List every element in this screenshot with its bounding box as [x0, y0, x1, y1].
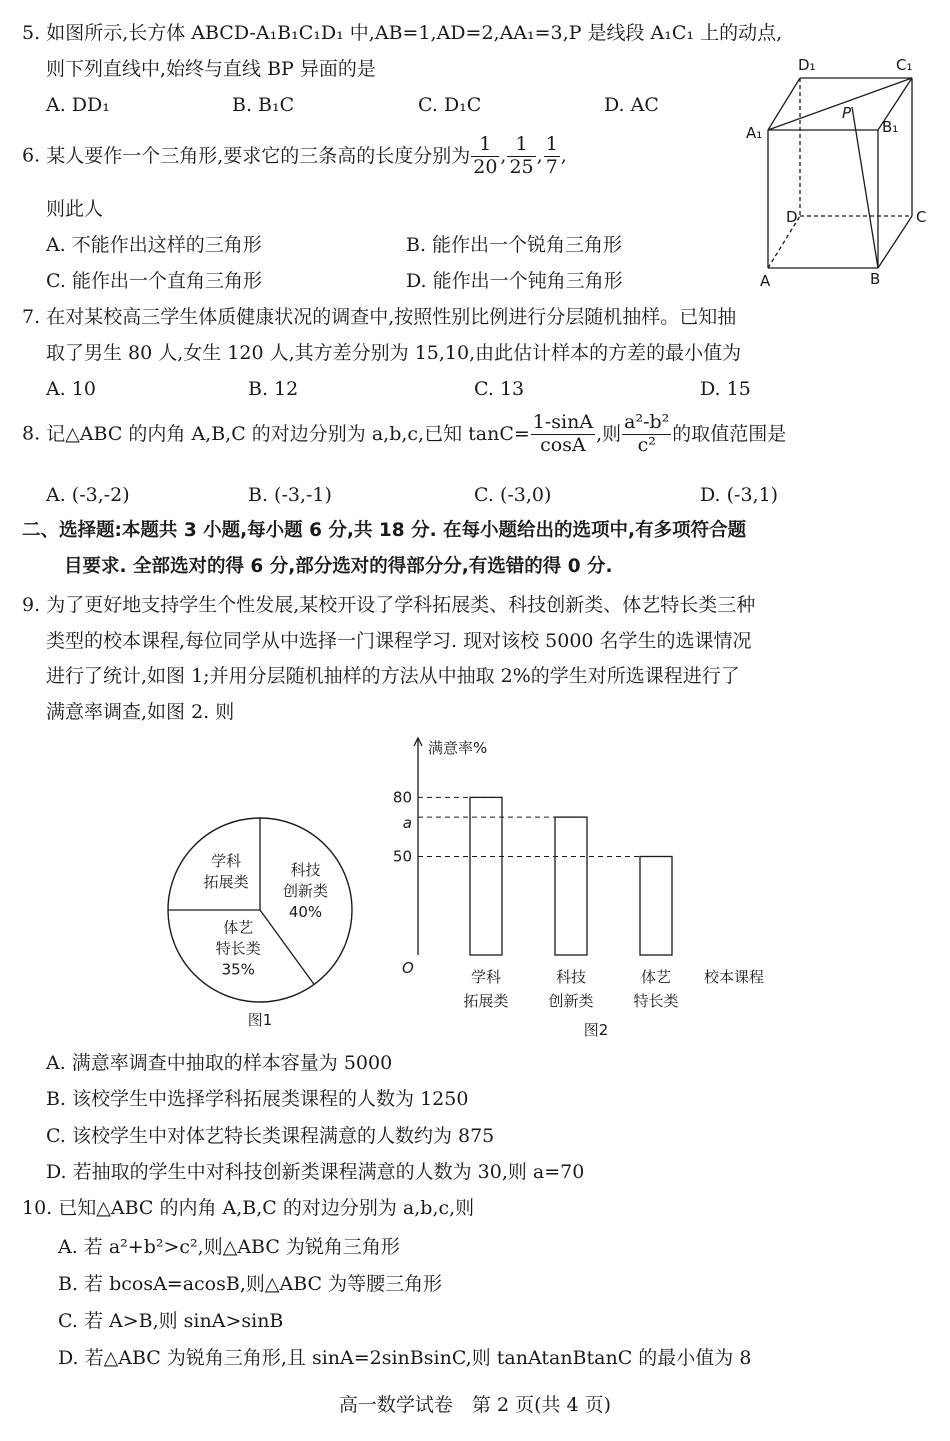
- q7-number: 7.: [22, 306, 41, 328]
- bar-marks: [470, 797, 672, 955]
- pie-slice-label: 特长类: [215, 939, 261, 958]
- label-c1: C₁: [896, 56, 913, 74]
- q7-option-c: C. 13: [474, 378, 525, 400]
- bar-ticks: [393, 788, 672, 865]
- q6-fraction-3: $\frac{1}{7}$: [545, 133, 558, 178]
- bar-category-label: 体艺: [640, 968, 672, 986]
- label-a1: A₁: [746, 124, 763, 142]
- label-d1: D₁: [798, 56, 816, 74]
- q5-option-a: A. DD₁: [46, 94, 110, 116]
- section2-heading-line2: 目要求. 全部选对的得 6 分,部分选对的得部分分,有选错的得 0 分.: [64, 556, 613, 577]
- bar-rect: [555, 817, 587, 955]
- q6-number: 6.: [22, 144, 41, 167]
- label-b: B: [870, 270, 881, 288]
- q6-fraction-2: $\frac{1}{25}$: [509, 133, 534, 178]
- q8-text-b: ,则: [596, 422, 622, 445]
- label-c: C: [916, 208, 927, 226]
- q9-text-2: 类型的校本课程,每位同学从中选择一门课程学习. 现对该校 5000 名学生的选课情况: [46, 630, 752, 652]
- q8-option-d: D. (-3,1): [700, 484, 779, 506]
- q10-text: 已知△ABC 的内角 A,B,C 的对边分别为 a,b,c,则: [58, 1197, 475, 1219]
- q9-option-b: B. 该校学生中选择学科拓展类课程的人数为 1250: [46, 1088, 469, 1110]
- section2-heading-line1: 二、选择题:本题共 3 小题,每小题 6 分,共 18 分. 在每小题给出的选项中,有多项符合题: [22, 520, 747, 541]
- pie-slices: [168, 818, 352, 1002]
- page-footer: 高一数学试卷 第 2 页(共 4 页): [338, 1394, 612, 1416]
- q7-line1: [22, 306, 736, 329]
- cuboid-figure: [740, 50, 940, 290]
- q8-fraction-ratio: $\frac{\text{a²-b²}}{\text{c²}}$: [624, 411, 670, 456]
- label-b1: B₁: [882, 118, 899, 136]
- q8-option-a: A. (-3,-2): [46, 484, 130, 506]
- q8-option-c: C. (-3,0): [474, 484, 552, 506]
- q5-text-2: 则下列直线中,始终与直线 BP 异面的是: [46, 58, 376, 80]
- q10-option-d: D. 若△ABC 为锐角三角形,且 sinA=2sinBsinC,则 tanAtanBtanC 的最小值为 8: [58, 1347, 752, 1369]
- pie-slice-label: 学科: [211, 852, 242, 871]
- pie-labels: [204, 852, 328, 978]
- q9-option-c: C. 该校学生中对体艺特长类课程满意的人数约为 875: [46, 1125, 495, 1147]
- q10-option-a: A. 若 a²+b²>c²,则△ABC 为锐角三角形: [58, 1236, 400, 1258]
- q9-text-3: 进行了统计,如图 1;并用分层随机抽样的方法从中抽取 2%的学生对所选课程进行了: [46, 665, 740, 687]
- q9-number: 9.: [22, 594, 41, 616]
- q6-option-c: C. 能作出一个直角三角形: [46, 270, 262, 292]
- q8-fraction-tan: $\frac{1-\sin A}{\cos A}$: [532, 411, 594, 456]
- bar-rect: [470, 797, 502, 955]
- q6-line1: 6. 某人要作一个三角形,要求它的三条高的长度分别为 $\frac{1}{20}$ , $\frac{1}{25}$ , $\frac{1}{7}$ ,: [22, 133, 567, 178]
- q5-option-b: B. B₁C: [232, 94, 295, 116]
- bar-category-label: 拓展类: [463, 992, 509, 1010]
- q7-option-d: D. 15: [700, 378, 751, 400]
- bar-title: 图2: [583, 1021, 609, 1039]
- bar-xlabel: 校本课程: [704, 968, 765, 986]
- q8-option-b: B. (-3,-1): [248, 484, 332, 506]
- q7-option-b: B. 12: [248, 378, 299, 400]
- label-d: D: [786, 208, 798, 226]
- q8-line1: [22, 412, 786, 457]
- q7-option-a: A. 10: [46, 378, 96, 400]
- bar-category-labels: [463, 968, 678, 1010]
- q8-number: 8.: [22, 422, 41, 445]
- bar-category-label: 创新类: [548, 992, 594, 1010]
- q5-option-c: C. D₁C: [418, 94, 482, 116]
- q9-text-1: 为了更好地支持学生个性发展,某校开设了学科拓展类、科技创新类、体艺特长类三种: [46, 594, 756, 616]
- q5-text-1: 如图所示,长方体 ABCD-A₁B₁C₁D₁ 中,AB=1,AD=2,AA₁=3,P 是线段 A₁C₁ 上的动点,: [46, 22, 783, 44]
- q10-line1: [22, 1197, 474, 1220]
- bar-ytick-label: 50: [392, 847, 412, 866]
- bar-axes: [414, 738, 422, 955]
- q6-text: 某人要作一个三角形,要求它的三条高的长度分别为: [46, 144, 471, 167]
- q10-option-c: C. 若 A>B,则 sinA>sinB: [58, 1310, 284, 1332]
- q5-number: 5.: [22, 22, 41, 44]
- label-p: P: [842, 104, 852, 122]
- pie-title: 图1: [247, 1011, 273, 1029]
- q9-line1: [22, 594, 755, 617]
- bar-category-label: 特长类: [633, 992, 679, 1010]
- bar-rect: [640, 857, 672, 956]
- q6-text-2: 则此人: [46, 198, 104, 220]
- q6-option-d: D. 能作出一个钝角三角形: [406, 270, 623, 292]
- q8-text-c: 的取值范围是: [672, 422, 787, 445]
- q6-option-b: B. 能作出一个锐角三角形: [406, 234, 623, 256]
- pie-slice-label: 35%: [221, 960, 255, 979]
- bar-category-label: 科技: [555, 968, 587, 986]
- q9-text-4: 满意率调查,如图 2. 则: [46, 701, 235, 723]
- q5-line1: [22, 22, 782, 45]
- pie-slice-label: 拓展类: [203, 873, 249, 892]
- pie-slice-label: 40%: [288, 903, 323, 922]
- bar-category-label: 学科: [470, 968, 502, 986]
- bar-ylabel: 满意率%: [428, 739, 488, 757]
- q10-option-b: B. 若 bcosA=acosB,则△ABC 为等腰三角形: [58, 1273, 443, 1295]
- bar-ytick-label: a: [402, 814, 412, 833]
- pie-slice-label: 体艺: [223, 918, 254, 937]
- bar-chart: [380, 730, 800, 1042]
- pie-slice-label: 科技: [290, 861, 321, 880]
- q5-option-d: D. AC: [604, 94, 659, 116]
- pie-chart: [160, 800, 360, 1040]
- bar-origin-label: O: [402, 959, 414, 977]
- q7-text-1: 在对某校高三学生体质健康状况的调查中,按照性别比例进行分层随机抽样。已知抽: [46, 306, 737, 328]
- label-a: A: [760, 272, 771, 290]
- q6-option-a: A. 不能作出这样的三角形: [46, 234, 262, 256]
- pie-slice-label: 创新类: [282, 882, 329, 901]
- bar-ytick-label: 80: [392, 788, 412, 807]
- q9-option-d: D. 若抽取的学生中对科技创新类课程满意的人数为 30,则 a=70: [46, 1161, 585, 1183]
- q6-fraction-1: $\frac{1}{20}$: [473, 133, 498, 178]
- q10-number: 10.: [22, 1197, 53, 1219]
- q7-text-2: 取了男生 80 人,女生 120 人,其方差分别为 15,10,由此估计样本的方差的最小值为: [46, 342, 742, 364]
- q9-option-a: A. 满意率调查中抽取的样本容量为 5000: [46, 1052, 393, 1074]
- q8-text-a: 记△ABC 的内角 A,B,C 的对边分别为 a,b,c,已知 tanC=: [46, 422, 530, 445]
